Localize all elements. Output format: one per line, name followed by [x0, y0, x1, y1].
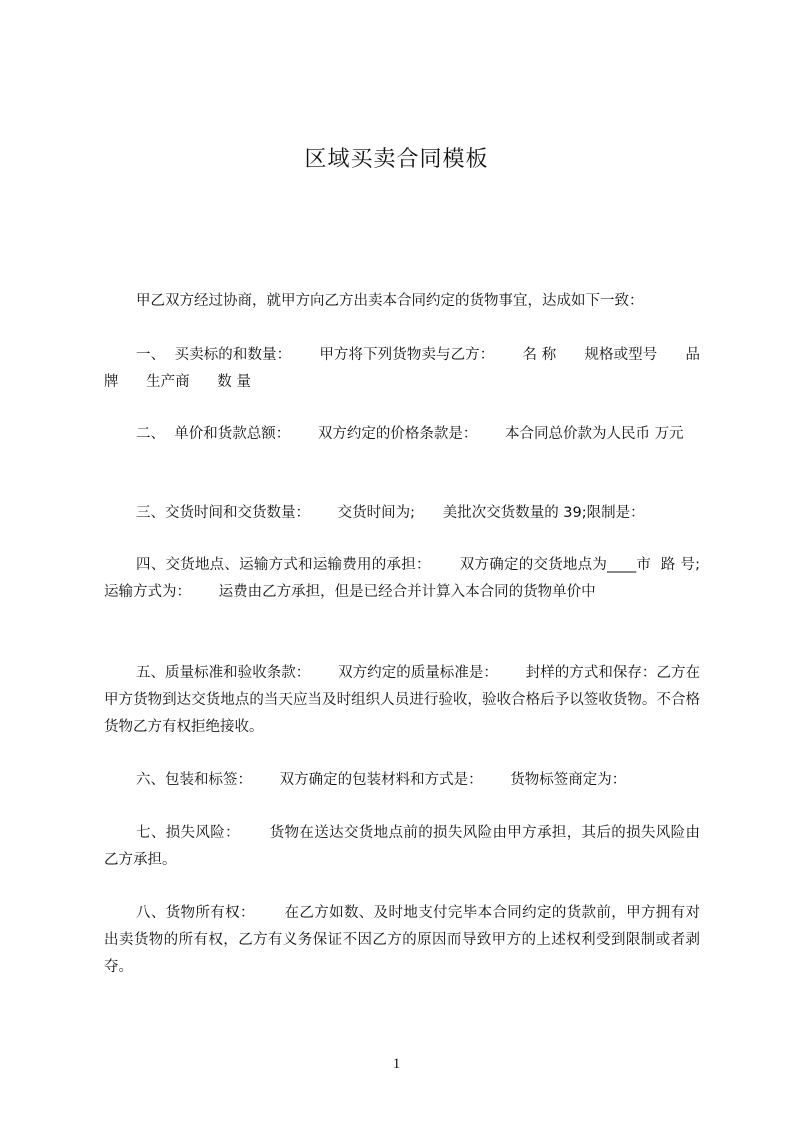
- clause-7-risk-of-loss: 七、损失风险： 货物在送达交货地点前的损失风险由甲方承担，其后的损失风险由乙方承担。: [104, 825, 700, 868]
- clause-1-subject-and-quantity: 一、 买卖标的和数量： 甲方将下列货物卖与乙方： 名 称 规格或型号 品 牌 生产商 数 量: [104, 347, 705, 390]
- document-title: 区域买卖合同模板: [304, 147, 489, 172]
- clause-8-ownership: 八、货物所有权： 在乙方如数、及时地支付完毕本合同约定的货款前，甲方拥有对出卖货物的所有权，乙方有义务保证不因乙方的原因而导致甲方的上述权利受到限制或者剥夺。: [104, 905, 700, 975]
- intro-paragraph: 甲乙双方经过协商，就甲方向乙方出卖本合同约定的货物事宜，达成如下一致：: [136, 293, 644, 309]
- page-number: 1: [392, 1056, 401, 1072]
- clause-3-delivery-time: 三、交货时间和交货数量： 交货时间为; 美批次交货数量的 39;限制是：: [136, 505, 645, 521]
- clause-5-quality-and-acceptance: 五、质量标准和验收条款： 双方约定的质量标准是： 封样的方式和保存：乙方在甲方货物到达交货地点的当天应当及时组织人员进行验收，验收合格后予以签收货物。不合格货物乙方有权拒绝接收。: [104, 665, 700, 735]
- clause-4-delivery-place-transport: 四、交货地点、运输方式和运输费用的承担： 双方确定的交货地点为____市 路 号; 运输方式为： 运费由乙方承担，但是已经合并计算入本合同的货物单价中: [104, 557, 728, 600]
- clause-2-price-and-total: 二、 单价和货款总额： 双方约定的价格条款是： 本合同总价款为人民币 万元: [136, 426, 684, 442]
- clause-6-packaging-and-labels: 六、包装和标签： 双方确定的包装材料和方式是： 货物标签商定为：: [136, 772, 627, 788]
